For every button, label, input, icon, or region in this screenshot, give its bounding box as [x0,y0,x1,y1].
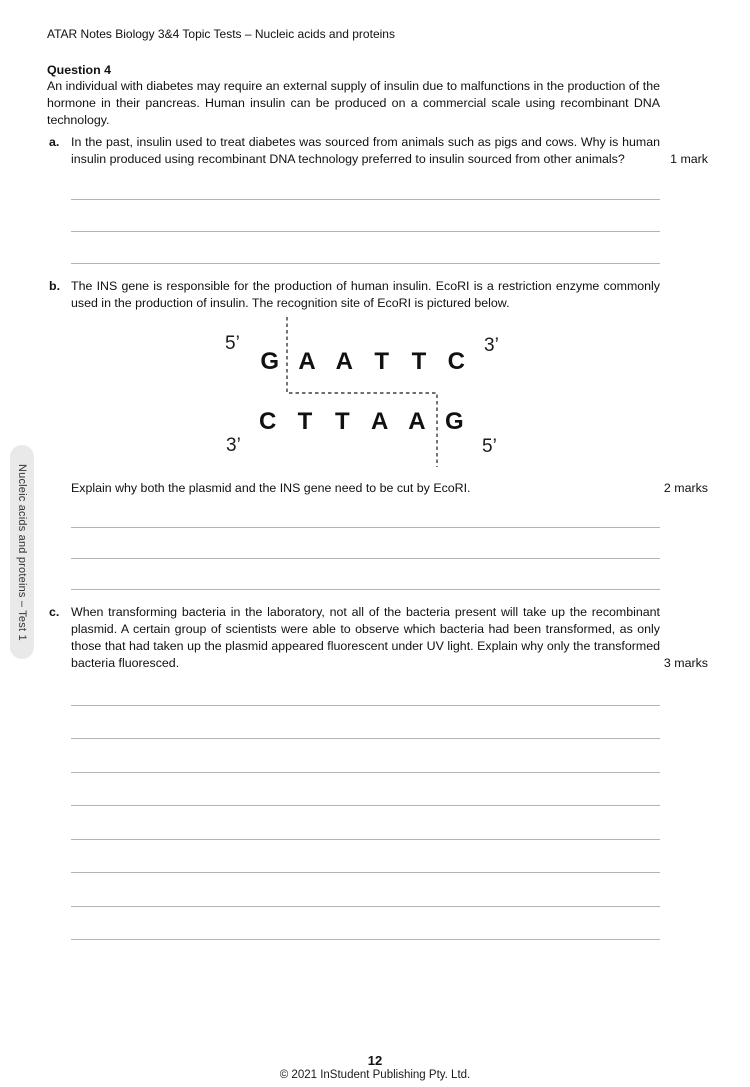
base-letter: T [374,348,389,375]
part-b-text-block [71,278,660,312]
base-letter: A [335,348,353,375]
question-part-c [47,604,708,940]
part-b-label: b. [49,279,61,293]
answer-line [71,497,660,528]
answer-line [71,739,660,773]
part-c-marks: 3 marks [663,656,708,670]
page-number: 12 [367,1053,383,1068]
top-strand-3prime-label: 3’ [484,335,499,356]
answer-line [71,706,660,740]
answer-line [71,200,660,232]
question-title: Question 4 [47,63,112,77]
base-letter: C [447,348,465,375]
part-a-text: In the past, insulin used to treat diabetes was sourced from animals such as pigs and cows. Why is human insulin produced using recombinant DNA technology preferred to insulin sourced from other animals? [71,135,660,166]
base-letter: T [411,348,427,375]
answer-line [71,232,660,264]
part-b-marks: 2 marks [663,481,708,495]
answer-line [71,773,660,807]
answer-line [71,559,660,590]
question-intro: An individual with diabetes may require an external supply of insulin due to malfunctions in the production of the hormone in their pancreas. Human insulin can be produced on a commercial scale using recombinant DNA technology. [47,79,660,127]
answer-line [71,873,660,907]
base-letter: A [408,408,426,435]
answer-line [71,168,660,200]
answer-line [71,907,660,941]
part-c-text-block [71,604,708,672]
base-letter: A [370,408,389,435]
question-part-a [47,134,708,264]
answer-line [71,806,660,840]
part-b-answer-lines [71,497,660,590]
part-a-label: a. [49,135,60,149]
part-a-text-block [71,134,708,168]
top-strand-5prime-label: 5’ [225,333,240,354]
bottom-strand-5prime-label: 5’ [482,436,497,457]
answer-line [71,672,660,706]
base-letter: T [334,408,350,435]
part-b-text: The INS gene is responsible for the production of human insulin. EcoRI is a restriction enzyme commonly used in the production of insulin. The recognition site of EcoRI is pictured below. [71,279,660,310]
part-a-answer-lines [71,168,660,264]
answer-line [71,528,660,559]
page-footer [0,1053,750,1081]
bottom-strand-3prime-label: 3’ [226,435,241,456]
part-b-prompt: Explain why both the plasmid and the INS gene need to be cut by EcoRI. [71,481,471,495]
base-letter: A [298,348,316,375]
cut-site-dashed-line [71,315,660,467]
base-letter: C [258,408,277,435]
base-letter: G [260,348,279,375]
answer-line [71,840,660,874]
page-header: ATAR Notes Biology 3&4 Topic Tests – Nucleic acids and proteins [47,27,395,41]
part-b-prompt-block [71,480,708,497]
base-letter: G [444,408,464,435]
copyright-notice: © 2021 InStudent Publishing Pty. Ltd. [279,1069,471,1081]
part-a-marks: 1 mark [670,152,708,166]
ecori-recognition-site-diagram [71,315,660,467]
part-c-label: c. [49,605,60,619]
base-letter: T [297,408,313,435]
dna-bottom-strand [249,408,473,436]
part-c-answer-lines [71,672,660,940]
question-part-b [47,278,708,590]
part-c-text: When transforming bacteria in the laboratory, not all of the bacteria present will take up the recombinant plasmid. A certain group of scientists were able to observe which bacteria had been transformed, as only those that had taken up the plasmid appeared fluorescent under UV light. Explain why only the transformed bacteria fluoresced. [71,605,660,670]
dna-top-strand [251,348,475,376]
chapter-side-tab: Nucleic acids and proteins – Test 1 [10,445,34,659]
